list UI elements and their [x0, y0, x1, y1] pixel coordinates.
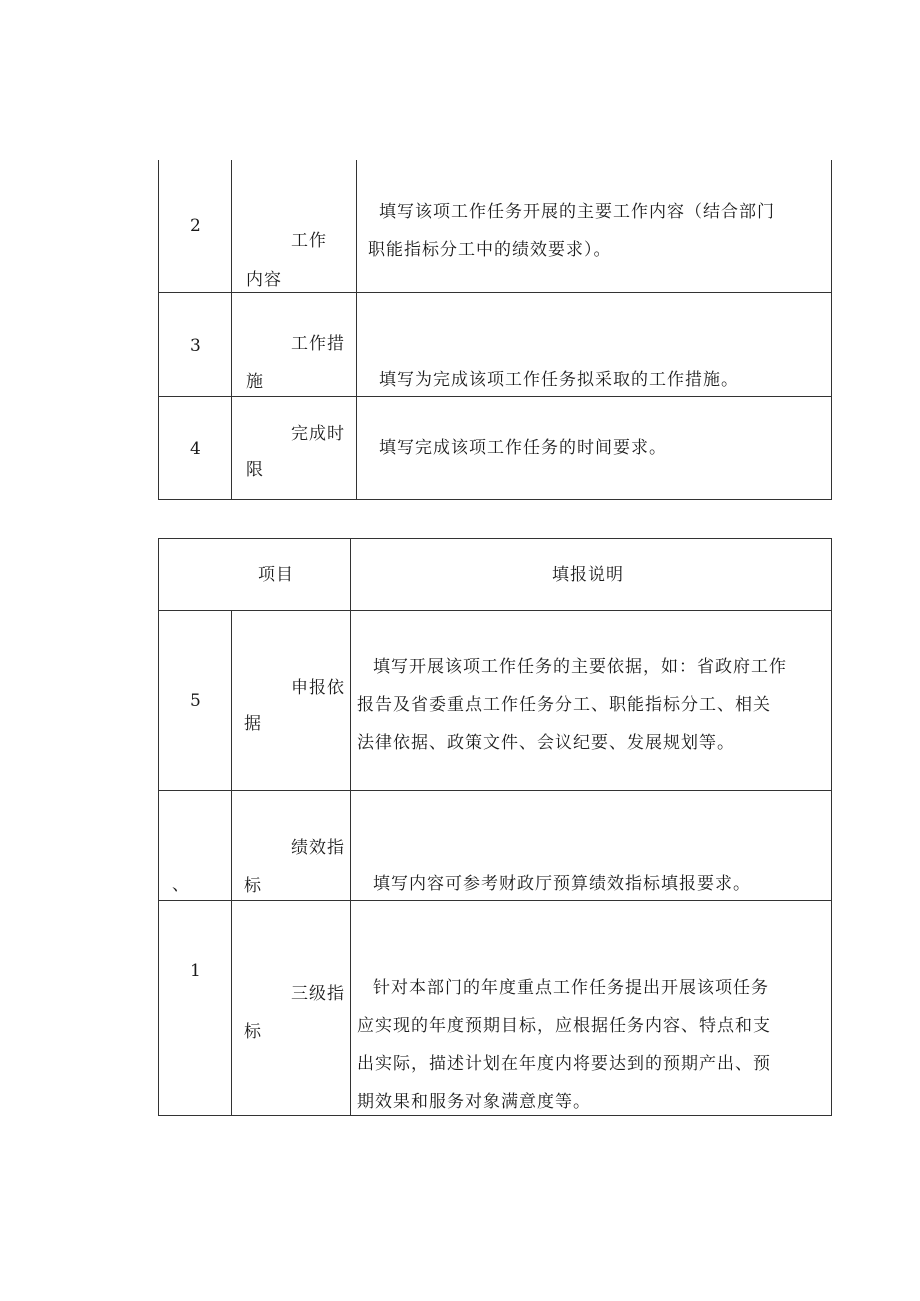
- description-line: 针对本部门的年度重点工作任务提出开展该项任务: [373, 978, 769, 998]
- table-border: [158, 160, 159, 500]
- table-border: [158, 538, 832, 539]
- description-line: 期效果和服务对象满意度等。: [357, 1092, 591, 1112]
- description-line: 填写该项工作任务开展的主要工作内容（结合部门: [379, 202, 775, 222]
- description-line: 法律依据、政策文件、会议纪要、发展规划等。: [357, 733, 735, 753]
- item-label: 绩效指: [291, 838, 345, 858]
- item-label: 工作措: [291, 334, 345, 354]
- table-border: [350, 538, 351, 1116]
- item-label: 申报依: [291, 678, 345, 698]
- description-line: 职能指标分工中的绩效要求）。: [368, 240, 612, 260]
- item-label: 完成时: [291, 424, 345, 444]
- table-border: [356, 160, 357, 500]
- item-label: 内容: [246, 270, 282, 290]
- item-label: 标: [244, 1022, 262, 1042]
- description-line: 填写开展该项工作任务的主要依据，如：省政府工作: [373, 657, 787, 677]
- table-border: [158, 790, 832, 791]
- header-description: 填报说明: [552, 565, 624, 585]
- table-border: [231, 160, 232, 500]
- description-line: 出实际，描述计划在年度内将要达到的预期产出、预: [357, 1054, 771, 1074]
- row-number: 5: [190, 691, 201, 711]
- header-item: 项目: [258, 565, 294, 585]
- table-border: [158, 538, 159, 1116]
- row-number: 2: [190, 216, 201, 236]
- description-line: 填写内容可参考财政厅预算绩效指标填报要求。: [373, 874, 751, 894]
- item-label: 限: [246, 460, 264, 480]
- item-label: 工作: [291, 231, 327, 251]
- description-line: 应实现的年度预期目标，应根据任务内容、特点和支: [357, 1016, 771, 1036]
- table-border: [231, 610, 232, 1116]
- description-line: 报告及省委重点工作任务分工、职能指标分工、相关: [357, 695, 771, 715]
- row-number: 3: [190, 336, 201, 356]
- row-number: 4: [190, 439, 201, 459]
- table-border: [831, 160, 832, 500]
- item-label: 三级指: [291, 984, 345, 1004]
- table-border: [831, 538, 832, 1116]
- item-label: 据: [244, 714, 262, 734]
- item-label: 标: [244, 876, 262, 896]
- description-line: 填写为完成该项工作任务拟采取的工作措施。: [379, 370, 739, 390]
- table-border: [158, 610, 832, 611]
- row-number: 、: [172, 875, 189, 895]
- row-number: 1: [190, 961, 201, 981]
- table-border: [158, 499, 832, 500]
- description-line: 填写完成该项工作任务的时间要求。: [379, 438, 667, 458]
- item-label: 施: [246, 372, 264, 392]
